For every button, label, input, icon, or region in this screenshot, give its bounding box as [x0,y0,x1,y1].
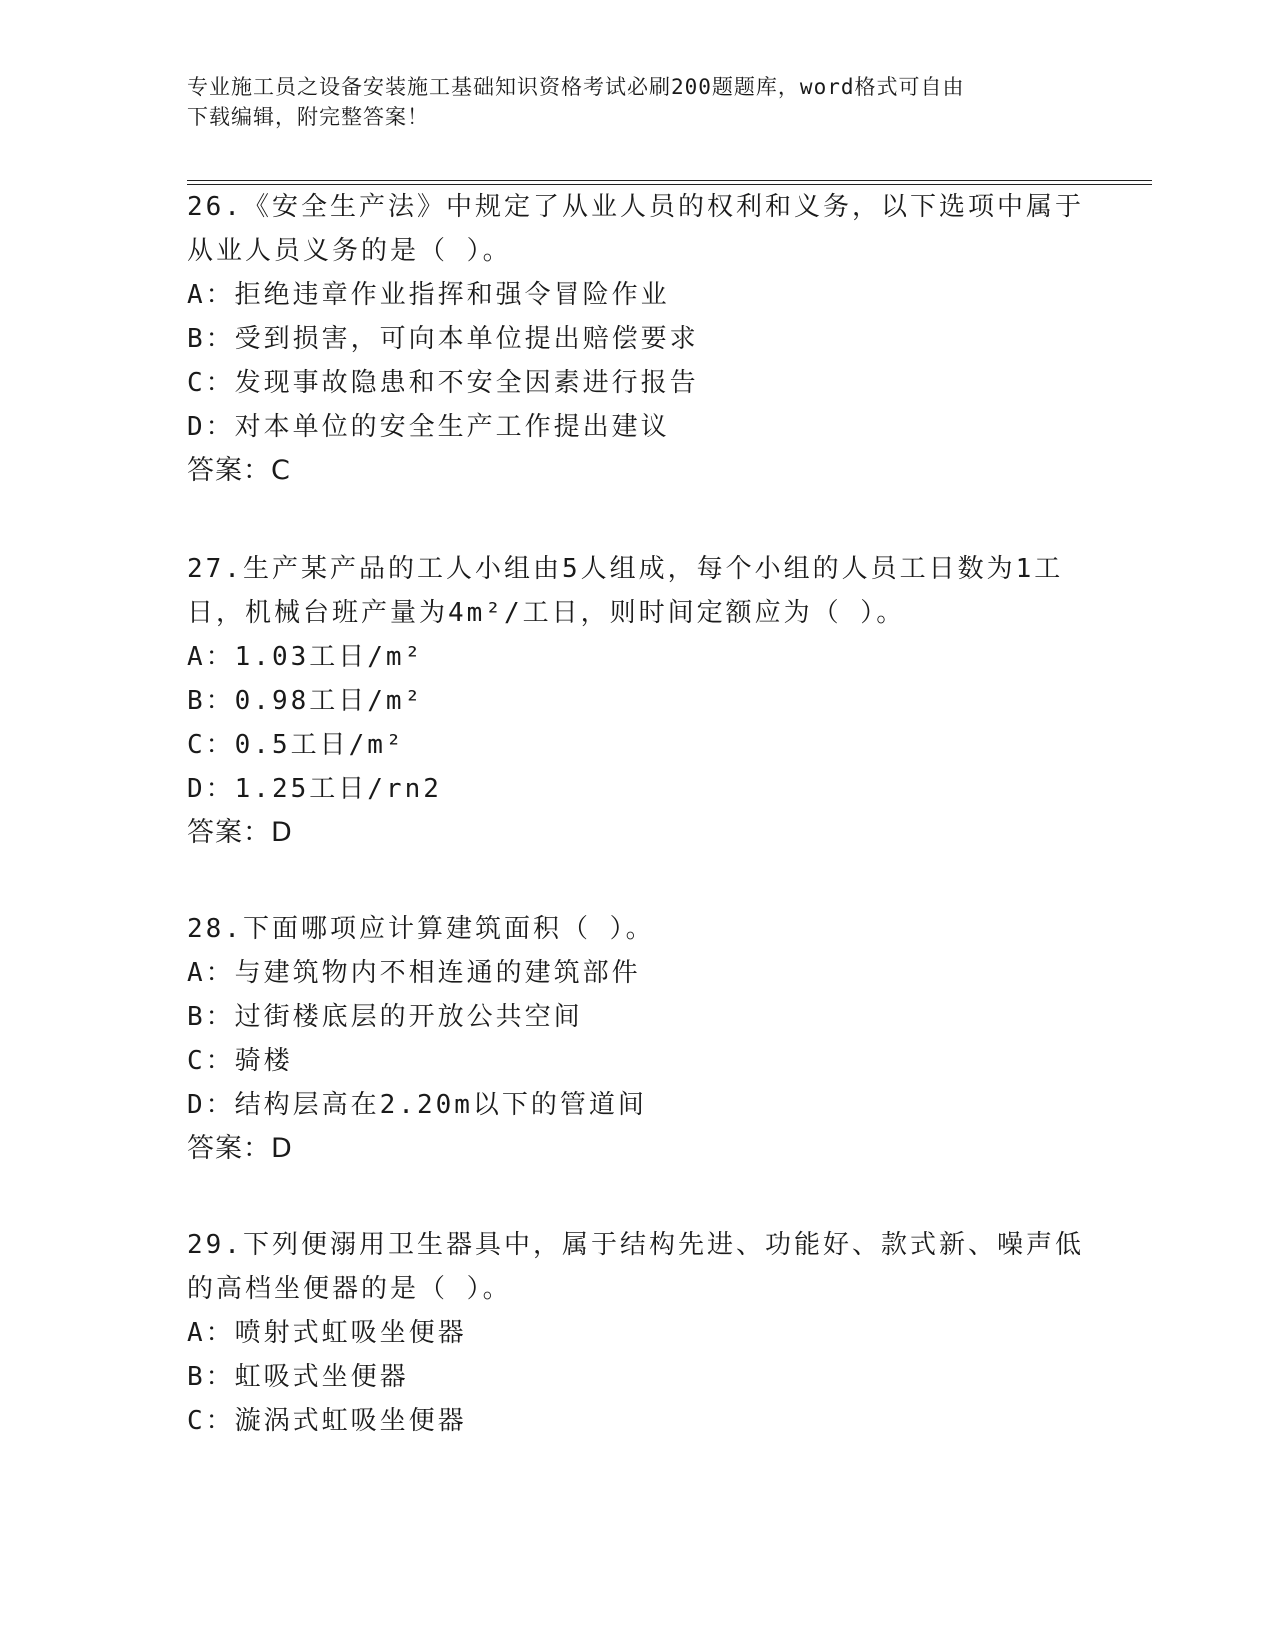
header-line-1: 专业施工员之设备安装施工基础知识资格考试必刷200题题库，word格式可自由 [187,75,965,99]
question-stem-line: 26.《安全生产法》中规定了从业人员的权利和义务，以下选项中属于 [187,192,1084,222]
option-d: D：对本单位的安全生产工作提出建议 [187,412,670,442]
question-stem-line: 从业人员义务的是（ ）。 [187,236,512,266]
question-stem-line: 的高档坐便器的是（ ）。 [187,1274,512,1304]
option-c: C：骑楼 [187,1046,293,1076]
question-stem-line: 27.生产某产品的工人小组由5人组成，每个小组的人员工日数为1工 [187,554,1064,584]
answer-label: 答案：C [187,455,291,486]
option-a: A：1.03工日/m² [187,642,424,672]
document-header [187,72,1067,132]
header-line-2: 下载编辑，附完整答案！ [187,105,429,129]
option-b: B：0.98工日/m² [187,686,424,716]
header-rule-top [187,180,1152,181]
question-stem-line: 日，机械台班产量为4m²/工日，则时间定额应为（ ）。 [187,598,906,628]
answer-label: 答案：D [187,817,293,848]
option-b: B：虹吸式坐便器 [187,1362,409,1392]
option-c: C：0.5工日/m² [187,730,405,760]
option-a: A：喷射式虹吸坐便器 [187,1318,467,1348]
option-a: A：与建筑物内不相连通的建筑部件 [187,958,641,988]
option-c: C：发现事故隐患和不安全因素进行报告 [187,368,699,398]
header-rule-bottom [187,184,1152,185]
question-stem-line: 28.下面哪项应计算建筑面积（ ）。 [187,914,655,944]
option-d: D：结构层高在2.20m以下的管道间 [187,1090,647,1120]
option-c: C：漩涡式虹吸坐便器 [187,1406,467,1436]
option-b: B：受到损害，可向本单位提出赔偿要求 [187,324,699,354]
answer-label: 答案：D [187,1133,293,1164]
option-a: A：拒绝违章作业指挥和强令冒险作业 [187,280,670,310]
option-b: B：过街楼底层的开放公共空间 [187,1002,583,1032]
question-stem-line: 29.下列便溺用卫生器具中，属于结构先进、功能好、款式新、噪声低 [187,1230,1084,1260]
option-d: D：1.25工日/rn2 [187,774,442,804]
